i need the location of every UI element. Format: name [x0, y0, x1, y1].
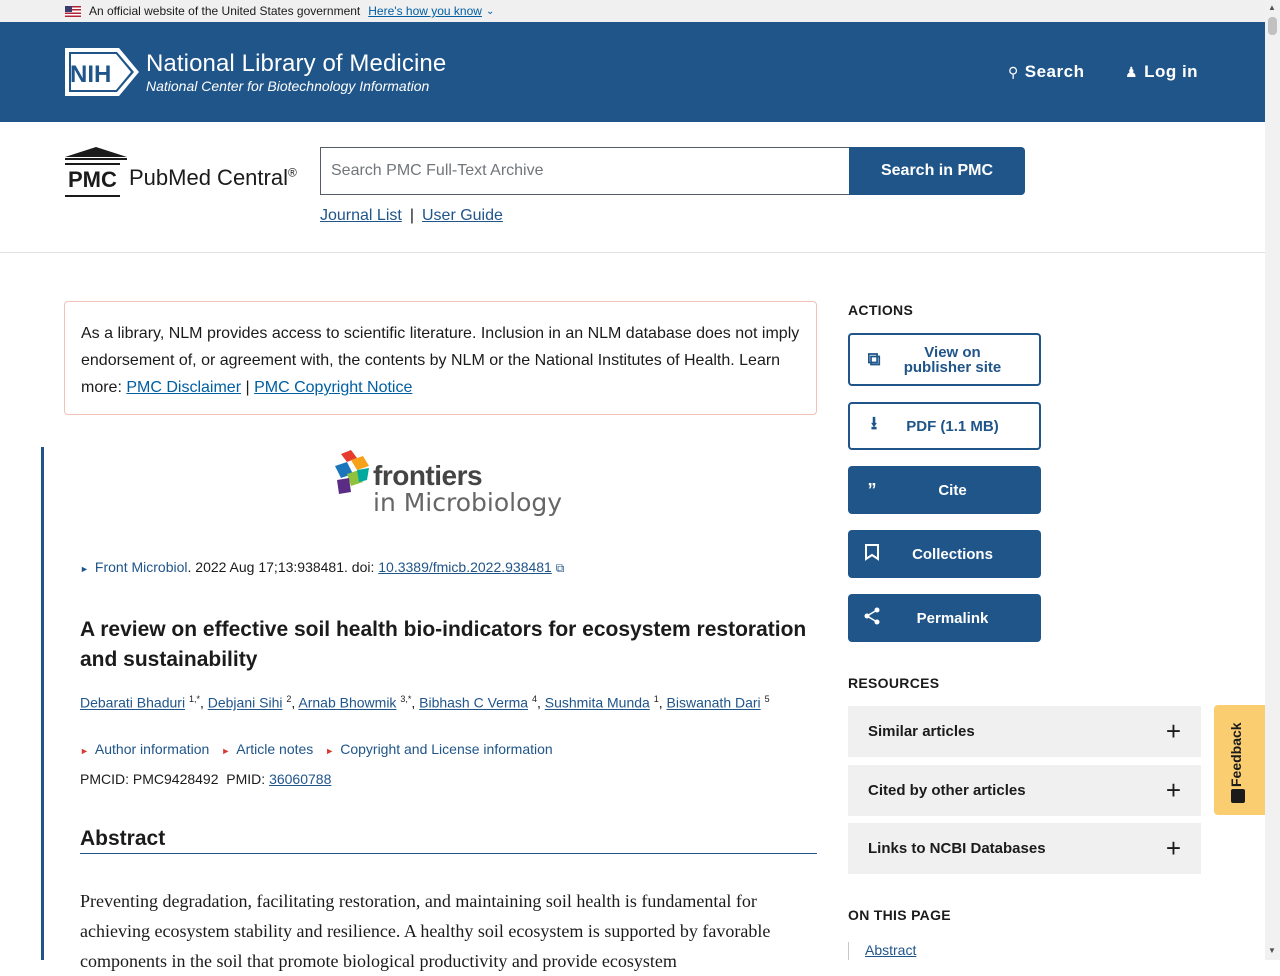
- pmcid-label: PMCID: PMC9428492: [80, 771, 219, 787]
- disclaimer-text: As a library, NLM provides access to scientific literature. Inclusion in an NLM database does not imply endorsement of, or agreement with, the contents by NLM or the National Institutes of Health.: [81, 325, 800, 369]
- author-link[interactable]: Bibhash C Verma: [419, 694, 529, 711]
- user-guide-link[interactable]: User Guide: [421, 207, 503, 224]
- author-link[interactable]: Sushmita Munda: [544, 694, 650, 711]
- journal-logo[interactable]: [333, 450, 573, 522]
- ncbi-subtitle: National Center for Biotechnology Information: [146, 78, 430, 94]
- author-information-toggle[interactable]: ► Author information: [80, 741, 210, 757]
- pmid-link[interactable]: 36060788: [269, 771, 332, 787]
- feedback-label: Feedback: [1228, 722, 1244, 787]
- feedback-icon: [1231, 789, 1245, 803]
- permalink-button[interactable]: Permalink: [848, 594, 1041, 642]
- search-icon: ⚲: [1008, 63, 1019, 80]
- pmc-copyright-link[interactable]: PMC Copyright Notice: [254, 379, 413, 396]
- nav-separator: |: [409, 207, 414, 224]
- plus-icon: +: [1165, 775, 1181, 805]
- citation-details: . 2022 Aug 17;13:938481. doi:: [187, 559, 379, 575]
- external-link-icon: ⧉: [867, 349, 881, 369]
- frontiers-cube-icon: [333, 450, 371, 496]
- citation-line: [80, 559, 564, 576]
- user-icon: ♟: [1125, 63, 1139, 80]
- pmc-disclaimer-link[interactable]: PMC Disclaimer: [126, 379, 242, 396]
- journal-list-link[interactable]: Journal List: [320, 207, 402, 224]
- share-icon: [848, 607, 888, 630]
- cite-button[interactable]: ” Cite: [848, 466, 1041, 514]
- resources-heading: RESOURCES: [848, 675, 940, 691]
- pmc-logo-abbr: PMC: [65, 163, 120, 197]
- scroll-up-arrow-icon[interactable]: ▲: [1268, 3, 1276, 12]
- doi-link[interactable]: 10.3389/fmicb.2022.938481: [378, 559, 552, 575]
- disclaimer-sep: |: [245, 379, 250, 396]
- us-flag-icon: [65, 6, 81, 17]
- gov-banner-text: An official website of the United States government: [89, 4, 361, 18]
- learn-more-label: Learn more:: [81, 352, 781, 396]
- journal-name-line1: frontiers: [373, 460, 483, 491]
- gov-banner: [0, 0, 1265, 22]
- author-link[interactable]: Arnab Bhowmik: [298, 694, 397, 711]
- pmc-roof-icon: [65, 147, 127, 161]
- author-list: Debarati Bhaduri $^{1,*}$, Debjani Sihi $^2$, Arnab Bhowmik $^{3,*}$, Bibhash C Verma $^4$, Sushmita Munda $^1$, Biswanath Dari $^5$: [80, 694, 770, 711]
- article-title: A review on effective soil health bio-indicators for ecosystem restoration and sustainability: [80, 618, 807, 671]
- similar-articles-accordion[interactable]: Similar articles +: [848, 706, 1201, 757]
- abstract-heading: Abstract: [80, 827, 817, 854]
- page-scrollbar[interactable]: [1265, 0, 1280, 960]
- actions-heading: ACTIONS: [848, 302, 914, 318]
- on-this-page-heading: ON THIS PAGE: [848, 907, 951, 923]
- feedback-tab[interactable]: [1214, 705, 1265, 815]
- collections-button[interactable]: Collections: [848, 530, 1041, 578]
- header-search-label: Search: [1024, 62, 1085, 81]
- quote-icon: ”: [867, 479, 877, 500]
- article-meta-links: [80, 741, 553, 757]
- pmc-search-input[interactable]: [320, 147, 850, 195]
- cited-by-accordion[interactable]: Cited by other articles +: [848, 765, 1201, 816]
- search-in-pmc-button[interactable]: Search in PMC: [849, 147, 1025, 195]
- journal-name-line2: in Microbiology: [373, 488, 563, 517]
- pmc-nav-links: [320, 207, 503, 225]
- author-link[interactable]: Debjani Sihi: [207, 694, 283, 711]
- chevron-down-icon[interactable]: ⌄: [485, 5, 495, 17]
- on-this-page-abstract-link[interactable]: Abstract: [848, 942, 916, 960]
- ncbi-databases-accordion[interactable]: Links to NCBI Databases +: [848, 823, 1201, 874]
- author-link[interactable]: Biswanath Dari: [666, 694, 761, 711]
- login-label: Log in: [1144, 62, 1199, 81]
- triangle-right-icon: ►: [80, 746, 89, 756]
- pmc-logo[interactable]: [65, 147, 305, 197]
- copyright-toggle[interactable]: ► Copyright and License information: [325, 741, 553, 757]
- pmid-label: PMID:: [226, 771, 266, 787]
- nih-logo[interactable]: [65, 48, 139, 96]
- pmc-logo-name: PubMed Central®: [129, 165, 297, 190]
- nlm-title[interactable]: National Library of Medicine: [146, 50, 447, 77]
- triangle-right-icon: ►: [325, 746, 335, 756]
- header-search-button[interactable]: [1008, 62, 1084, 82]
- nih-header: [0, 22, 1265, 122]
- scrollbar-thumb[interactable]: [1268, 17, 1277, 35]
- plus-icon: +: [1165, 716, 1181, 746]
- triangle-right-icon: ►: [221, 746, 231, 756]
- external-link-icon: ⧉: [555, 561, 565, 575]
- triangle-right-icon[interactable]: ►: [80, 564, 89, 574]
- abstract-text: Preventing degradation, facilitating restoration, and maintaining soil health is fundamental for achieving ecosystem stability and resilience. A healthy soil ecosystem is supported by favorable components in the soil that promote biological productivity and provide ecosystem: [80, 891, 771, 971]
- download-icon: ⭳: [870, 413, 878, 433]
- view-on-publisher-button[interactable]: ⧉ View on publisher site: [848, 333, 1041, 386]
- scroll-down-arrow-icon[interactable]: ▼: [1268, 946, 1276, 955]
- svg-text:NIH: NIH: [70, 61, 112, 88]
- journal-citation-link[interactable]: Front Microbiol: [94, 559, 188, 575]
- how-you-know-link[interactable]: Here's how you know: [368, 4, 482, 18]
- nlm-disclaimer: [64, 301, 817, 415]
- article-ids: [80, 771, 331, 787]
- bookmark-icon: [848, 544, 888, 565]
- pdf-download-button[interactable]: ⭳ PDF (1.1 MB): [848, 402, 1041, 450]
- login-button[interactable]: [1125, 62, 1198, 82]
- author-link[interactable]: Debarati Bhaduri: [80, 694, 186, 711]
- plus-icon: +: [1165, 833, 1181, 863]
- article-notes-toggle[interactable]: ► Article notes: [221, 741, 314, 757]
- article-accent-bar: [41, 447, 44, 960]
- pmc-search-area: [0, 122, 1265, 253]
